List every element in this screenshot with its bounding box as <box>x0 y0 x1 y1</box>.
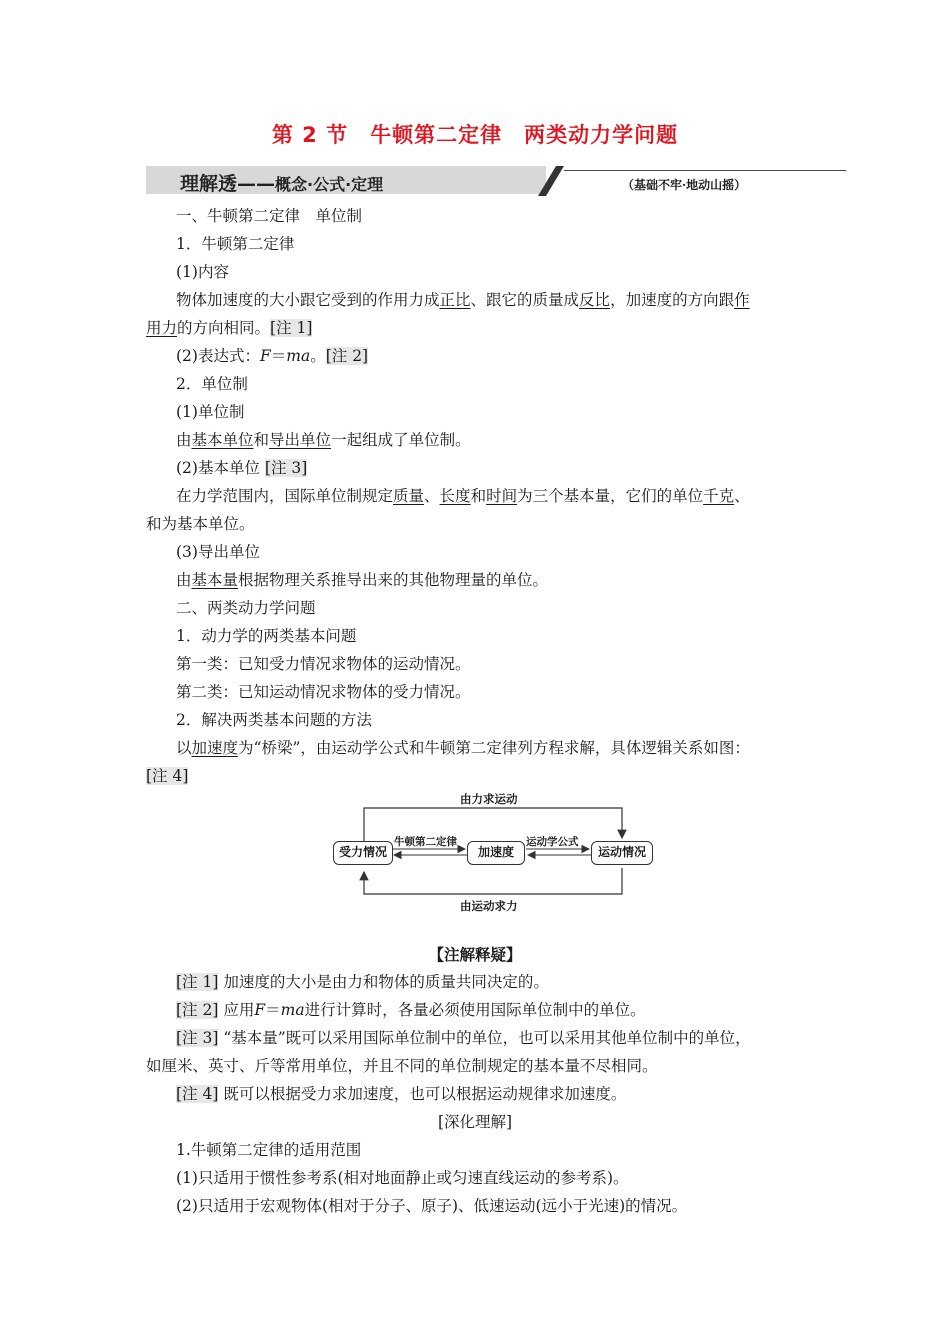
s1-h2: 2．单位制 <box>176 375 248 393</box>
blank-answer: 长度 <box>439 487 471 505</box>
s2-note4 <box>146 766 188 786</box>
text: 的方向相同。 <box>177 319 271 337</box>
box-motion: 运动情况 <box>591 841 653 865</box>
text: 以 <box>176 739 192 757</box>
s1-p4 <box>176 486 750 506</box>
blank-answer: 作 <box>734 291 750 309</box>
blank-answer: 千克 <box>703 487 735 505</box>
s1-p1 <box>176 290 750 310</box>
banner-rule <box>564 170 846 171</box>
text: 既可以根据受力求加速度，也可以根据运动规律求加速度。 <box>223 1085 627 1103</box>
deep-h1: 1.牛顿第二定律的适用范围 <box>176 1141 362 1159</box>
s2-l2: 第二类：已知运动情况求物体的受力情况。 <box>176 683 471 701</box>
diagram-top-label: 由力求运动 <box>460 792 518 806</box>
blank-answer: 时间 <box>486 487 518 505</box>
blank-answer: 反比 <box>579 291 611 309</box>
box-acceleration: 加速度 <box>467 841 525 865</box>
s1-p5: 和为基本单位。 <box>146 515 255 533</box>
banner-tag: （基础不牢·地动山摇） <box>622 178 747 192</box>
s1-p3 <box>176 430 471 450</box>
section2-heading: 二、两类动力学问题 <box>176 599 316 617</box>
text: 。 <box>310 347 326 365</box>
text: 为三个基本量，它们的单位 <box>517 487 704 505</box>
note-4 <box>176 1084 626 1104</box>
s1-p2 <box>146 318 312 338</box>
blank-answer: 加速度 <box>191 739 239 757</box>
note-tag: [注 3] <box>264 459 308 477</box>
blank-answer: 基本量 <box>191 571 239 589</box>
text: ＝ <box>270 347 287 365</box>
text: 和 <box>253 431 270 449</box>
text: 一起组成了单位制。 <box>331 431 471 449</box>
logic-diagram <box>330 786 660 916</box>
blank-answer: 用力 <box>146 319 178 337</box>
s1-c3: (1)单位制 <box>176 403 245 421</box>
formula-var: F <box>254 1001 266 1019</box>
text: 加速度的大小是由力和物体的质量共同决定的。 <box>223 973 549 991</box>
text: 为“桥梁”，由运动学公式和牛顿第二定律列方程求解，具体逻辑关系如图： <box>238 739 750 757</box>
text: 由 <box>176 571 192 589</box>
s1-h1: 1．牛顿第二定律 <box>176 235 295 253</box>
s2-h2: 2．解决两类基本问题的方法 <box>176 711 372 729</box>
s2-h1: 1．动力学的两类基本问题 <box>176 627 357 645</box>
text: 、 <box>734 487 750 505</box>
blank-answer: 导出单位 <box>269 431 332 449</box>
formula-var: ma <box>286 347 311 365</box>
note-tag: [注 1] <box>176 973 219 991</box>
banner-slash-icon <box>538 166 564 196</box>
section-banner <box>146 166 846 198</box>
blank-answer: 质量 <box>393 487 425 505</box>
deep-l2: (2)只适用于宏观物体(相对于分子、原子)、低速运动(远小于光速)的情况。 <box>176 1197 688 1215</box>
s1-c2 <box>176 346 368 366</box>
box-force: 受力情况 <box>333 841 393 865</box>
text: 根据物理关系推导出来的其他物理量的单位。 <box>238 571 549 589</box>
note-tag: [注 2] <box>176 1001 219 1019</box>
text: 、 <box>424 487 440 505</box>
s1-c4 <box>176 458 307 478</box>
note-tag: [注 4] <box>176 1085 219 1103</box>
deep-heading: [深化理解] <box>437 1113 513 1131</box>
s1-p6 <box>176 570 548 590</box>
formula-var: F <box>259 347 271 365</box>
text: 物体加速度的大小跟它受到的作用力成 <box>176 291 440 309</box>
text: (2)基本单位 <box>176 459 260 477</box>
text: 和 <box>470 487 487 505</box>
s1-c1: (1)内容 <box>176 263 229 281</box>
s2-p1 <box>176 738 750 758</box>
note-2 <box>176 1000 646 1020</box>
text: 由 <box>176 431 192 449</box>
banner-text <box>180 169 383 196</box>
notes-heading: 【注解释疑】 <box>428 945 522 964</box>
text: 、跟它的质量成 <box>470 291 580 309</box>
note-tag: [注 4] <box>146 767 189 785</box>
text: “基本量”既可以采用国际单位制中的单位，也可以采用其他单位制中的单位， <box>223 1029 751 1047</box>
diagram-arrow-left-label: 牛顿第二定律 <box>394 836 457 848</box>
diagram-arrow-right-label: 运动学公式 <box>526 836 579 848</box>
text: ＝ <box>265 1001 281 1019</box>
note-1 <box>176 972 549 992</box>
s1-c5: (3)导出单位 <box>176 543 260 561</box>
text: 应用 <box>223 1001 255 1019</box>
note-tag: [注 2] <box>325 347 369 365</box>
text: 进行计算时，各量必须使用国际单位制中的单位。 <box>304 1001 646 1019</box>
blank-answer: 正比 <box>439 291 471 309</box>
note-tag: [注 3] <box>176 1029 219 1047</box>
diagram-bottom-label: 由运动求力 <box>460 899 518 913</box>
note-tag: [注 1] <box>270 319 313 337</box>
banner-sub: 概念·公式·定理 <box>275 175 384 194</box>
note-3-cont: 如厘米、英寸、斤等常用单位，并且不同的单位制规定的基本量不尽相同。 <box>146 1057 658 1075</box>
page-title: 第 2 节 牛顿第二定律 两类动力学问题 <box>271 123 679 147</box>
text: 在力学范围内，国际单位制规定 <box>176 487 394 505</box>
text: ，加速度的方向跟 <box>610 291 735 309</box>
formula-var: ma <box>280 1001 305 1019</box>
blank-answer: 基本单位 <box>191 431 254 449</box>
banner-main: 理解透 <box>180 173 238 195</box>
banner-dash: —— <box>237 173 276 195</box>
text: (2)表达式： <box>176 347 260 365</box>
note-3 <box>176 1028 751 1048</box>
deep-l1: (1)只适用于惯性参考系(相对地面静止或匀速直线运动的参考系)。 <box>176 1169 629 1187</box>
section1-heading: 一、牛顿第二定律 单位制 <box>176 207 363 225</box>
s2-l1: 第一类：已知受力情况求物体的运动情况。 <box>176 655 471 673</box>
